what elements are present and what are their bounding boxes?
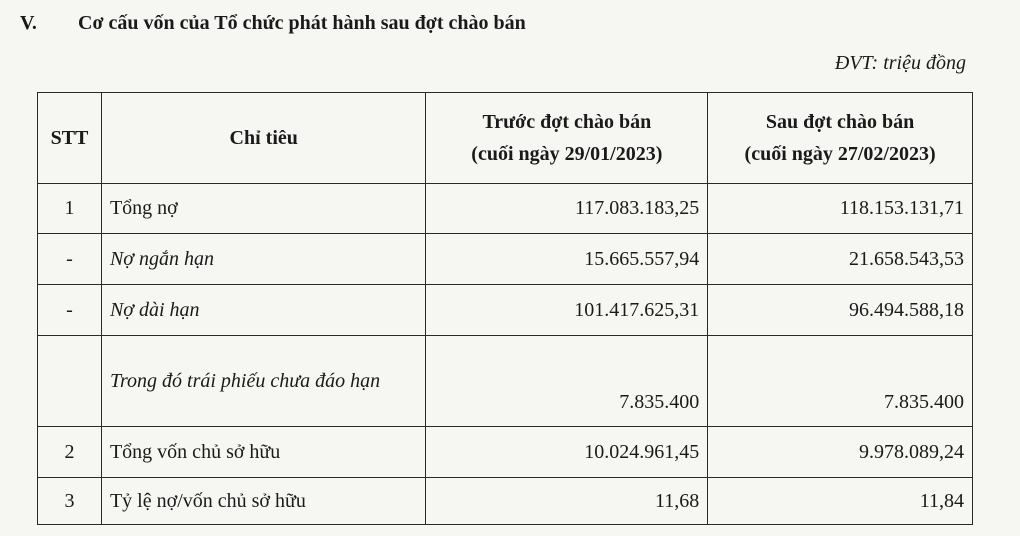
- row-stt: -: [38, 234, 102, 285]
- header-stt: STT: [38, 93, 102, 184]
- table-row: [38, 184, 973, 234]
- row-item: Trong đó trái phiếu chưa đáo hạn: [101, 336, 426, 427]
- header-before-title: Trước đợt chào bán: [482, 111, 652, 133]
- row-item: Tổng vốn chủ sở hữu: [101, 427, 426, 478]
- header-item: Chỉ tiêu: [101, 93, 426, 184]
- row-item: Tỷ lệ nợ/vốn chủ sở hữu: [101, 478, 426, 525]
- header-after: [708, 93, 973, 184]
- row-before-value: 7.835.400: [426, 336, 708, 427]
- row-item: Nợ ngắn hạn: [101, 234, 426, 285]
- row-stt: [38, 336, 102, 427]
- row-before-value: 15.665.557,94: [426, 234, 708, 285]
- table-row: [38, 336, 973, 427]
- table-row: [38, 478, 973, 525]
- table-row: [38, 427, 973, 478]
- header-row: [38, 93, 973, 184]
- row-after-value: 96.494.588,18: [708, 285, 973, 336]
- row-stt: -: [38, 285, 102, 336]
- section-heading: [20, 12, 526, 35]
- header-after-title: Sau đợt chào bán: [765, 111, 915, 133]
- table-row: [38, 285, 973, 336]
- table-row: [38, 234, 973, 285]
- header-before-date: (cuối ngày 29/01/2023): [471, 143, 663, 165]
- row-stt: 1: [38, 184, 102, 234]
- row-after-value: 11,84: [708, 478, 973, 525]
- row-before-value: 101.417.625,31: [426, 285, 708, 336]
- row-after-value: 7.835.400: [708, 336, 973, 427]
- row-after-value: 9.978.089,24: [708, 427, 973, 478]
- row-before-value: 117.083.183,25: [426, 184, 708, 234]
- row-stt: 3: [38, 478, 102, 525]
- section-number: V.: [20, 12, 37, 34]
- section-title: Cơ cấu vốn của Tổ chức phát hành sau đợt chào bán: [78, 12, 526, 34]
- row-item: Nợ dài hạn: [101, 285, 426, 336]
- unit-note: ĐVT: triệu đồng: [834, 52, 966, 74]
- row-after-value: 21.658.543,53: [708, 234, 973, 285]
- row-item: Tổng nợ: [101, 184, 426, 234]
- header-after-date: (cuối ngày 27/02/2023): [744, 143, 936, 165]
- row-before-value: 10.024.961,45: [426, 427, 708, 478]
- row-stt: 2: [38, 427, 102, 478]
- row-after-value: 118.153.131,71: [708, 184, 973, 234]
- header-before: [426, 93, 708, 184]
- row-before-value: 11,68: [426, 478, 708, 525]
- capital-structure-table: [37, 92, 973, 525]
